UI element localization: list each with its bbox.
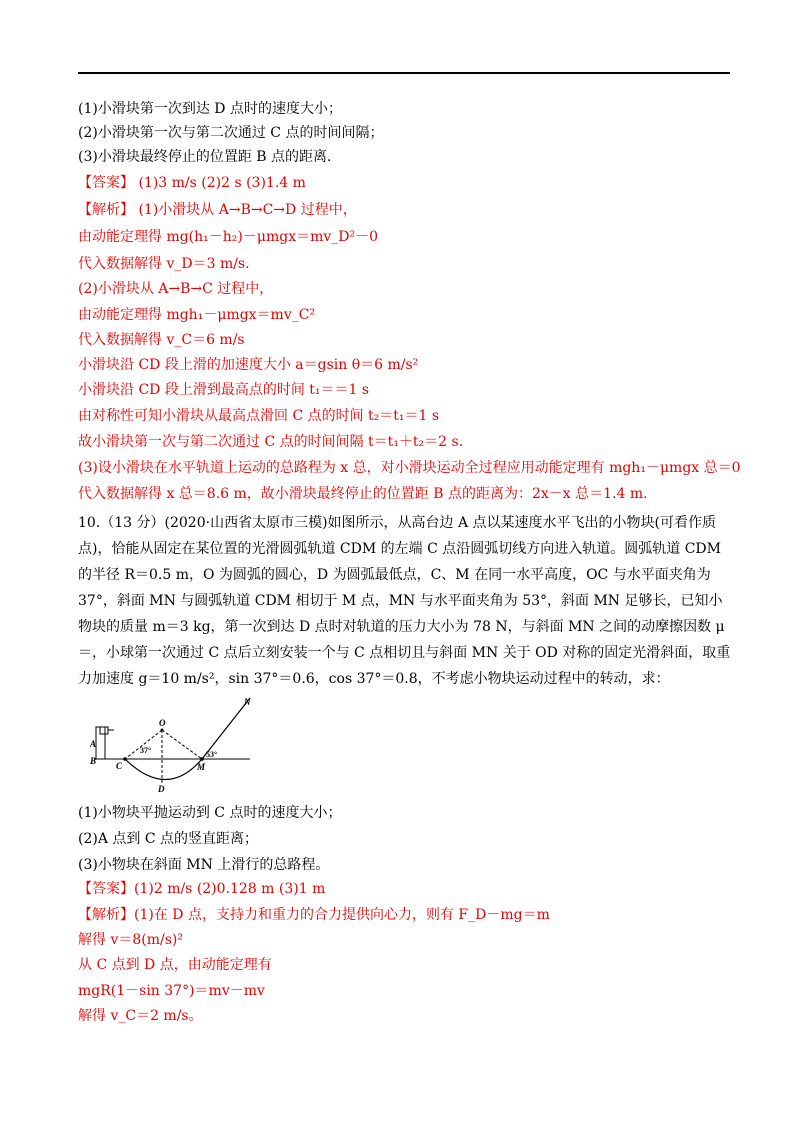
answer-line: 【答案】 (1)3 m/s (2)2 s (3)1.4 m: [78, 175, 306, 191]
arc-cdm: [125, 759, 202, 780]
point-o: [161, 729, 164, 732]
analysis-line-9: 由对称性可知小滑块从最高点滑回 C 点的时间 t₂＝t₁＝1 s: [78, 408, 440, 424]
analysis-line-2: 由动能定理得 mg(h₁－h₂)－μmgx＝mv_D²－0: [78, 229, 379, 245]
analysis-line-12: 代入数据解得 x 总＝8.6 m，故小滑块最终停止的位置距 B 点的距离为：2x－x 总＝1.4 m.: [78, 486, 648, 502]
analysis-line-1: 【解析】 (1)小滑块从 A→B→C→D 过程中，: [78, 202, 357, 218]
question-2: (2)小滑块第一次与第二次通过 C 点的时间间隔；: [78, 125, 384, 141]
analysis-10-line-1: 【解析】(1)在 D 点，支持力和重力的合力提供向心力，则有 F_D－mg＝m: [78, 907, 550, 923]
analysis-10-line-4: mgR(1－sin 37°)＝mv－mv: [78, 983, 265, 999]
analysis-10-line-2: 解得 v＝8(m/s)²: [78, 932, 183, 948]
question-10-2: (2)A 点到 C 点的竖直距离；: [78, 831, 259, 847]
problem-figure: [90, 690, 280, 795]
analysis-line-8: 小滑块沿 CD 段上滑到最高点的时间 t₁＝＝1 s: [78, 382, 370, 398]
angle-53-label: 53°: [206, 750, 218, 759]
label-c: C: [116, 761, 123, 771]
analysis-line-4: (2)小滑块从 A→B→C 过程中，: [78, 281, 274, 297]
label-n: N: [244, 697, 251, 707]
label-d: D: [158, 784, 165, 794]
analysis-line-7: 小滑块沿 CD 段上滑的加速度大小 a＝gsin θ＝6 m/s²: [78, 357, 419, 373]
analysis-line-5: 由动能定理得 mgh₁－μmgx＝mv_C²: [78, 307, 316, 323]
analysis-10-line-3: 从 C 点到 D 点，由动能定理有: [78, 957, 272, 973]
question-10-1: (1)小物块平抛运动到 C 点时的速度大小；: [78, 805, 342, 821]
label-a: A: [90, 739, 97, 749]
question-1: (1)小滑块第一次到达 D 点时的速度大小；: [78, 101, 342, 117]
label-o: O: [159, 718, 166, 728]
point-c: [123, 757, 127, 761]
question-3: (3)小滑块最终停止的位置距 B 点的距离．: [78, 149, 342, 165]
analysis-line-10: 故小滑块第一次与第二次通过 C 点的时间间隔 t＝t₁＋t₂＝2 s.: [78, 434, 464, 450]
analysis-10-line-5: 解得 v_C＝2 m/s。: [78, 1008, 203, 1024]
radius-om: [162, 730, 202, 759]
header-rule: [78, 72, 730, 74]
analysis-line-11: (3)设小滑块在水平轨道上运动的总路程为 x 总，对小滑块运动全过程应用动能定理有 mgh₁－μmgx 总＝0: [78, 460, 741, 476]
problem-10-statement: 10.（13 分）(2020·山西省太原市三模)如图所示，从高台边 A 点以某速度水平飞出的小物块(可看作质点)，恰能从固定在某位置的光滑圆弧轨道 CDM 的左端 C 点沿圆弧切线方向进入轨道。圆弧轨道 CDM 的半径 R＝0.5 m，O 为圆弧的圆心，D 为圆弧最低点，C、M 在同一水平高度，OC 与水平面夹角为 37°，斜面 MN 与圆弧轨道 CDM 相切于 M 点，MN 与水平面夹角为 53°，斜面 MN 足够长，已知小物块的质量 m＝3 kg，第一次到达 D 点时对轨道的压力大小为 78 N，与斜面 MN 之间的动摩擦因数 μ＝，小球第一次通过 C 点后立刻安装一个与 C 点相切且与斜面 MN 关于 OD 对称的固定光滑斜面，取重力加速度 g＝10 m/s²，sin 37°＝0.6，cos 37°＝0.8，不考虑小物块运动过程中的转动，求：: [78, 515, 731, 687]
analysis-line-3: 代入数据解得 v_D＝3 m/s.: [78, 256, 250, 272]
answer-10: 【答案】(1)2 m/s (2)0.128 m (3)1 m: [78, 881, 326, 897]
analysis-line-6: 代入数据解得 v_C＝6 m/s: [78, 332, 245, 348]
block-icon: [100, 727, 108, 734]
label-b: B: [90, 756, 97, 766]
point-m: [200, 757, 204, 761]
label-m: M: [197, 762, 206, 772]
angle-37-label: 37°: [140, 746, 152, 755]
question-10-3: (3)小物块在斜面 MN 上滑行的总路程。: [78, 857, 330, 873]
